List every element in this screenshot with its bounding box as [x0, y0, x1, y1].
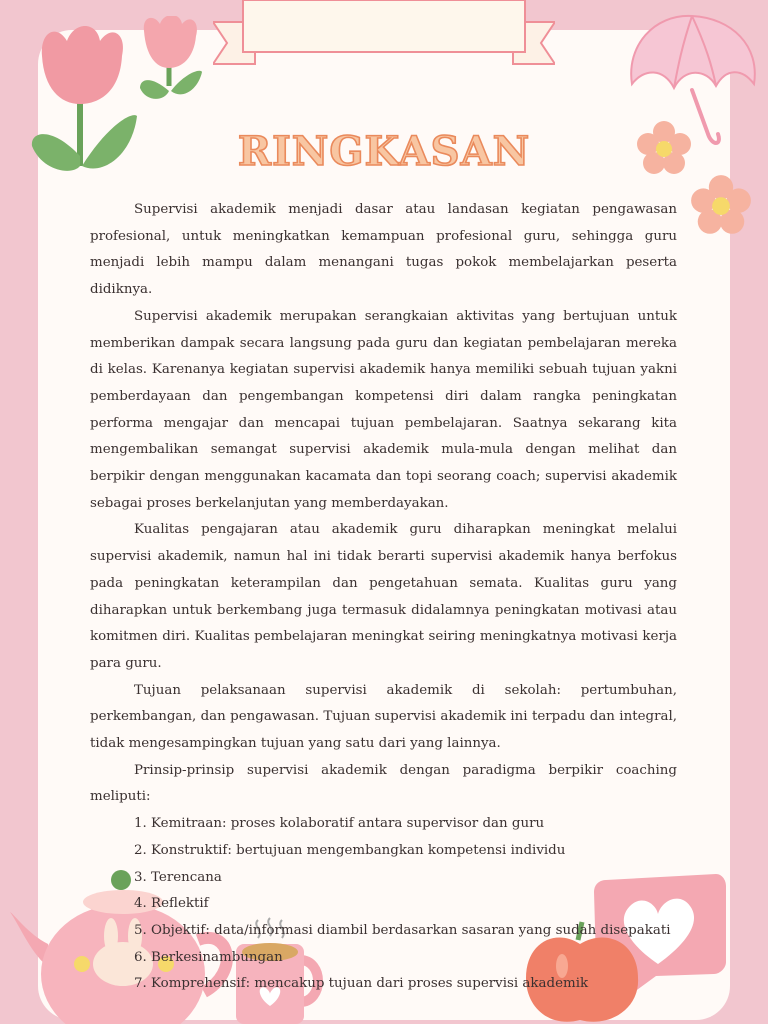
- list-intro: Prinsip-prinsip supervisi akademik dengan paradigma berpikir coaching meliputi:: [90, 762, 677, 805]
- flower-icon: [690, 174, 752, 236]
- list-item: 5. Objektif: data/informasi diambil berdasarkan sasaran yang sudah disepakati: [134, 922, 671, 938]
- paragraph: Kualitas pengajaran atau akademik guru diharapkan meningkat melalui supervisi akademik, namun hal ini tidak berarti supervisi akademik hanya berfokus pada peningkatan keterampilan dan pengetahuan semata. Kualitas guru yang diharapkan untuk berkembang juga termasuk didalamnya peningkatan motivasi atau komitmen diri. Kualitas pembelajaran meningkat seiring meningkatnya motivasi kerja para guru.: [90, 522, 677, 671]
- paragraph: Supervisi akademik merupakan serangkaian aktivitas yang bertujuan untuk memberikan dampak secara langsung pada guru dan kegiatan pembelajaran mereka di kelas. Karenanya kegiatan supervisi akademik hanya memiliki sebuah tujuan yakni pemberdayaan dan pengembangan kompetensi diri dalam rangka peningkatan performa mengajar dan mencapai tujuan pembelajaran. Saatnya sekarang kita mengembalikan semangat supervisi akademik mula-mula dengan melihat dan berpikir dengan menggunakan kacamata dan topi seorang coach; supervisi akademik sebagai proses berkelanjutan yang memberdayakan.: [90, 308, 677, 511]
- page-title: RINGKASAN: [237, 128, 531, 175]
- paragraph: Tujuan pelaksanaan supervisi akademik di sekolah: pertumbuhan, perkembangan, dan pengawasan. Tujuan supervisi akademik ini terpadu dan integral, tidak mengesampingkan tujuan yang satu dari yang lainnya.: [90, 682, 677, 752]
- list-item: 4. Reflektif: [134, 896, 209, 912]
- list-item: 3. Terencana: [134, 869, 222, 885]
- list-item: 6. Berkesinambungan: [134, 949, 283, 965]
- list-item: 2. Konstruktif: bertujuan mengembangkan kompetensi individu: [134, 842, 566, 858]
- list-item: 7. Komprehensif: mencakup tujuan dari proses supervisi akademik: [134, 976, 589, 992]
- paragraph: Supervisi akademik menjadi dasar atau landasan kegiatan pengawasan profesional, untuk meningkatkan kemampuan profesional guru, sehingga guru menjadi lebih mampu dalam menangani tugas pokok membelajarkan peserta didiknya.: [90, 202, 677, 298]
- list-item: 1. Kemitraan: proses kolaboratif antara supervisor dan guru: [134, 816, 545, 832]
- summary-content: [90, 197, 677, 998]
- ribbon-banner: [213, 0, 555, 66]
